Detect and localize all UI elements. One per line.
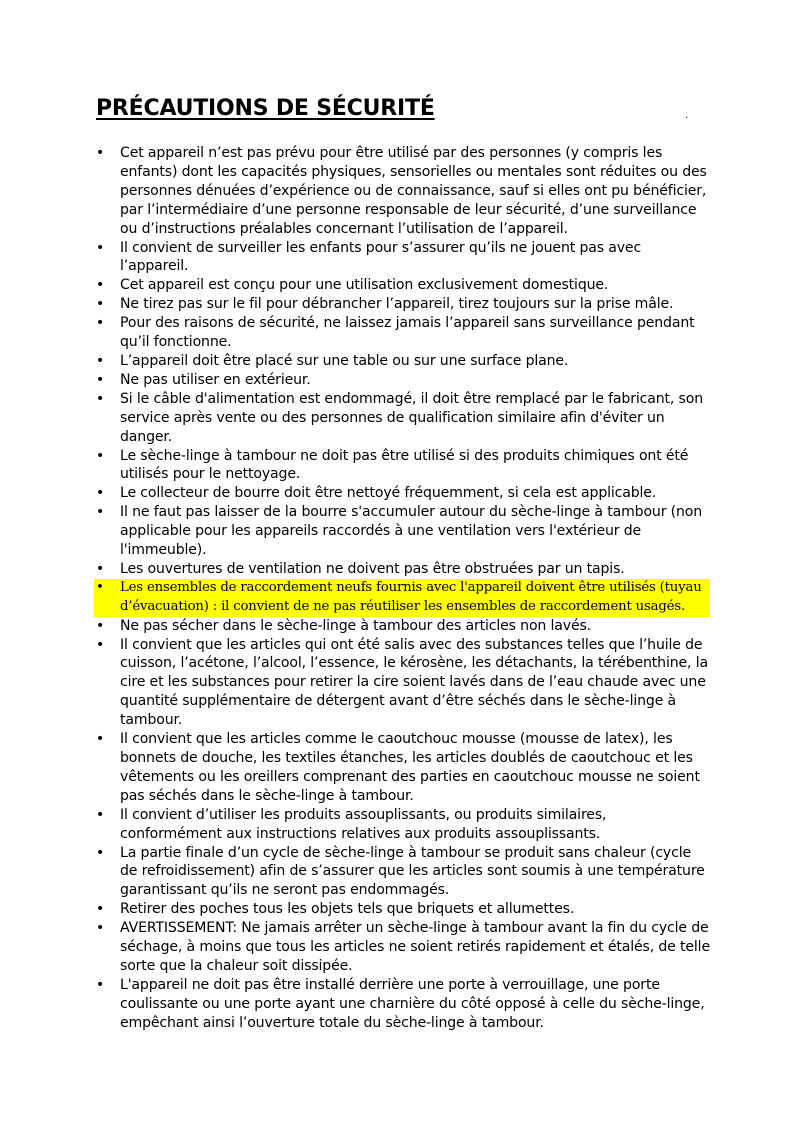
list-item (96, 314, 710, 352)
bullet-icon: • (96, 560, 105, 577)
list-item-text: Si le câble d'alimentation est endommagé, il doit être remplacé par le fabricant, son service après vente ou des personnes de qualification similaire afin d'éviter un danger. (120, 390, 703, 445)
list-item-text: L’appareil doit être placé sur une table ou sur une surface plane. (120, 352, 569, 369)
bullet-icon: • (96, 485, 105, 502)
list-item (96, 636, 710, 731)
page-title: PRÉCAUTIONS DE SÉCURITÉ (96, 96, 435, 121)
list-item (96, 617, 710, 636)
list-item (96, 371, 710, 390)
bullet-icon: • (96, 296, 105, 313)
list-item-text: Cet appareil est conçu pour une utilisation exclusivement domestique. (120, 277, 609, 294)
bullet-icon: • (96, 315, 105, 332)
bullet-icon: • (96, 806, 105, 823)
safety-precautions-list (96, 144, 710, 1033)
bullet-icon: • (96, 504, 105, 521)
list-item (96, 484, 710, 503)
bullet-icon: • (96, 976, 105, 993)
list-item-text: La partie finale d’un cycle de sèche-linge à tambour se produit sans chaleur (cycle de refroidissement) afin de s’assurer que les articles sont soumis à une température garantissant qu’ils ne seront pas endommagés. (120, 844, 705, 899)
list-item (96, 900, 710, 919)
stray-mark: . (685, 110, 689, 121)
list-item (96, 352, 710, 371)
list-item-text: Les ensembles de raccordement neufs fournis avec l'appareil doivent être utilisés (tuyau d’évacuation) : il convient de ne pas réutiliser les ensembles de raccordement usagés. (120, 579, 702, 614)
list-item (96, 730, 710, 806)
list-item-text: Retirer des poches tous les objets tels que briquets et allumettes. (120, 901, 575, 918)
list-item (96, 560, 710, 579)
list-item-text: Il convient que les articles comme le caoutchouc mousse (mousse de latex), les bonnets de douche, les textiles étanches, les articles doublés de caoutchouc et les vêtements ou les oreillers comprenant des parties en caoutchouc mousse ne soient pas séchés dans le sèche-linge à tambour. (120, 731, 700, 804)
list-item (96, 390, 710, 447)
list-item-text: L'appareil ne doit pas être installé derrière une porte à verrouillage, une porte coulissante ou une porte ayant une charnière du côté opposé à celle du sèche-linge, empêchant ainsi l’ouverture totale du sèche-linge à tambour. (120, 976, 705, 1031)
list-item-text: Ne pas sécher dans le sèche-linge à tambour des articles non lavés. (120, 617, 592, 634)
bullet-icon: • (96, 920, 105, 937)
bullet-icon: • (96, 579, 104, 595)
bullet-icon: • (96, 617, 105, 634)
list-item-text: Ne tirez pas sur le fil pour débrancher l’appareil, tirez toujours sur la prise mâle. (120, 296, 674, 313)
list-item (96, 844, 710, 901)
list-item-text: Le collecteur de bourre doit être nettoyé fréquemment, si cela est applicable. (120, 485, 657, 502)
bullet-icon: • (96, 844, 105, 861)
list-item (96, 144, 710, 239)
bullet-icon: • (96, 371, 105, 388)
list-item-text: Le sèche-linge à tambour ne doit pas être utilisé si des produits chimiques ont été utilisés pour le nettoyage. (120, 447, 689, 483)
list-item (96, 295, 710, 314)
list-item (96, 806, 710, 844)
bullet-icon: • (96, 239, 105, 256)
list-item (96, 919, 710, 976)
highlighted-list-item (94, 579, 710, 617)
bullet-icon: • (96, 731, 105, 748)
list-item (96, 447, 710, 485)
bullet-icon: • (96, 901, 105, 918)
list-item-text: Il convient d’utiliser les produits assouplissants, ou produits similaires, conformément aux instructions relatives aux produits assouplissants. (120, 806, 607, 842)
list-item-text: Il convient que les articles qui ont été salis avec des substances telles que l’huile de cuisson, l’acétone, l’alcool, l’essence, le kérosène, les détachants, la térébenthine, la cire et les substances pour retirer la cire soient lavés dans de l’eau chaude avec une quantité supplémentaire de détergent avant d’être séchés dans le sèche-linge à tambour. (120, 636, 708, 729)
bullet-icon: • (96, 447, 105, 464)
bullet-icon: • (96, 390, 105, 407)
bullet-icon: • (96, 277, 105, 294)
list-item (96, 276, 710, 295)
list-item-text: Pour des raisons de sécurité, ne laissez jamais l’appareil sans surveillance pendant qu’il fonctionne. (120, 315, 695, 351)
bullet-icon: • (96, 636, 105, 653)
list-item-text: Il convient de surveiller les enfants pour s’assurer qu’ils ne jouent pas avec l’appareil. (120, 239, 642, 275)
bullet-icon: • (96, 145, 105, 161)
list-item (96, 503, 710, 560)
list-item-text: Il ne faut pas laisser de la bourre s'accumuler autour du sèche-linge à tambour (non applicable pour les appareils raccordés à une ventilation vers l'extérieur de l'immeuble). (120, 504, 703, 559)
list-item-text: Les ouvertures de ventilation ne doivent pas être obstruées par un tapis. (120, 560, 625, 577)
list-item-text: AVERTISSEMENT: Ne jamais arrêter un sèche-linge à tambour avant la fin du cycle de séchage, à moins que tous les articles ne soient retirés rapidement et étalés, de telle sorte que la chaleur soit dissipée. (120, 920, 710, 974)
list-item-text: Ne pas utiliser en extérieur. (120, 371, 311, 388)
list-item (96, 976, 710, 1033)
list-item-text: Cet appareil n’est pas prévu pour être utilisé par des personnes (y compris les enfants) dont les capacités physiques, sensorielles ou mentales sont réduites ou des personnes dénuées d’expérience ou de connaissance, sauf si elles ont pu bénéficier, par l’intermédiaire d’une personne responsable de leur sécurité, d’une surveillance ou d’instructions préalables concernant l’utilisation de l’appareil. (120, 145, 707, 237)
list-item (96, 239, 710, 277)
bullet-icon: • (96, 352, 105, 369)
